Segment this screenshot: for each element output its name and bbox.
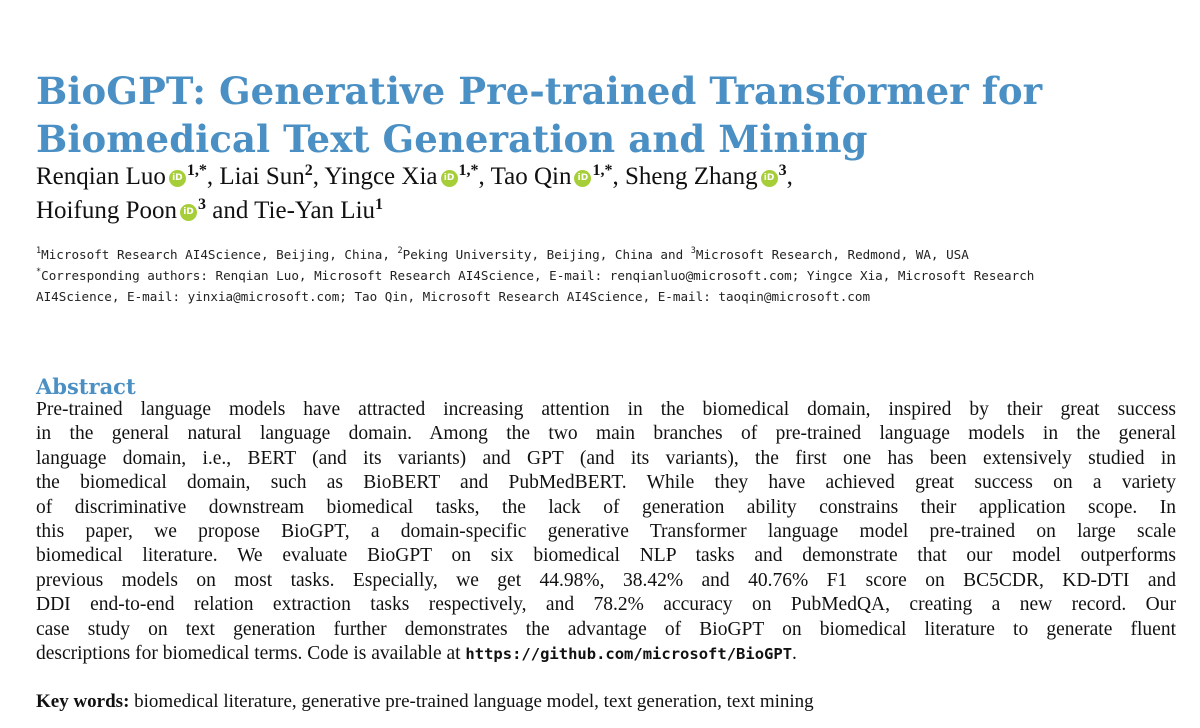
author-name[interactable]: Tao Qin — [490, 163, 572, 190]
abstract-line: this paper, we propose BioGPT, a domain-specific generative Transformer language model pre-trained on large scale — [36, 521, 1176, 543]
code-link[interactable]: https://github.com/microsoft/BioGPT — [465, 645, 793, 664]
title-line-2: Biomedical Text Generation and Mining — [36, 116, 868, 161]
abstract-body — [36, 398, 1176, 666]
author-name[interactable]: Renqian Luo — [36, 163, 166, 190]
abstract-line: the biomedical domain, such as BioBERT and PubMedBERT. While they have achieved great success on a variety — [36, 472, 1176, 494]
affiliation-text: Peking University, Beijing, China and — [402, 247, 691, 262]
author-separator: , — [612, 163, 625, 190]
author-name[interactable]: Yingce Xia — [324, 163, 438, 190]
corresponding-line-1 — [36, 265, 1176, 286]
affiliation-mark: 1 — [36, 246, 42, 256]
author-affiliation-mark: 1,* — [592, 162, 613, 179]
abstract-line: in the general natural language domain. Among the two main branches of pre-trained language models in the general — [36, 423, 1176, 445]
abstract-line: case study on text generation further demonstrates the advantage of BioGPT on biomedical literature to generate fluent — [36, 618, 1176, 640]
author-affiliation-mark: 3 — [778, 162, 787, 179]
affiliation-text: Microsoft Research AI4Science, Beijing, China, — [41, 247, 398, 262]
author-separator: , — [206, 163, 220, 190]
author-name[interactable]: Liai Sun — [219, 163, 305, 190]
orcid-icon[interactable]: iD — [441, 170, 458, 187]
title-line-1: BioGPT: Generative Pre-trained Transformer for — [36, 68, 1043, 113]
author-separator: and — [205, 197, 255, 224]
abstract-line-end: . — [792, 643, 797, 665]
abstract-line: DDI end-to-end relation extraction tasks respectively, and 78.2% accuracy on PubMedQA, creating a new record. Our — [36, 594, 1176, 616]
corresponding-mark: * — [36, 267, 42, 277]
author-separator: , — [312, 163, 325, 190]
author-affiliation-mark: 1 — [375, 196, 384, 213]
paper-title — [36, 67, 1166, 163]
abstract-line-text: descriptions for biomedical terms. Code is available at — [36, 643, 466, 665]
affiliation-mark: 3 — [690, 246, 696, 256]
corresponding-line-2: AI4Science, E-mail: yinxia@microsoft.com; Tao Qin, Microsoft Research AI4Science, E-mail: taoqin@microsoft.com — [36, 289, 871, 304]
author-name[interactable]: Hoifung Poon — [36, 197, 177, 224]
author-row-1 — [36, 160, 1176, 194]
affiliation-mark: 2 — [397, 246, 403, 256]
affiliations — [36, 244, 1176, 307]
abstract-line: Pre-trained language models have attracted increasing attention in the biomedical domain, inspired by their great success — [36, 399, 1176, 420]
abstract-line: biomedical literature. We evaluate BioGPT on six biomedical NLP tasks and demonstrate that our model outperforms — [36, 545, 1176, 567]
abstract-heading: Abstract — [36, 374, 136, 400]
author-affiliation-mark: 2 — [304, 162, 313, 179]
abstract-line: previous models on most tasks. Especially, we get 44.98%, 38.42% and 40.76% F1 score on BC5CDR, KD-DTI and — [36, 569, 1176, 591]
author-row-2 — [36, 194, 1176, 228]
author-separator: , — [478, 163, 491, 190]
abstract-last-line — [36, 642, 1176, 666]
orcid-icon[interactable]: iD — [761, 170, 778, 187]
keywords-text: biomedical literature, generative pre-trained language model, text generation, text mining — [129, 691, 814, 712]
orcid-icon[interactable]: iD — [180, 204, 197, 221]
author-affiliation-mark: 3 — [197, 196, 206, 213]
affiliation-text: Microsoft Research, Redmond, WA, USA — [695, 247, 969, 262]
author-affiliation-mark: 1,* — [186, 162, 207, 179]
orcid-icon[interactable]: iD — [574, 170, 591, 187]
corresponding-text: Corresponding authors: Renqian Luo, Microsoft Research AI4Science, E-mail: renqianluo@microsoft.com; Yingce Xia, Microsoft Research — [41, 268, 1035, 283]
keywords-label: Key words: — [36, 691, 130, 712]
abstract-line: of discriminative downstream biomedical tasks, the lack of generation ability constrains their application scope. In — [36, 496, 1176, 518]
author-separator: , — [786, 163, 793, 190]
author-affiliation-mark: 1,* — [458, 162, 479, 179]
author-name[interactable]: Tie-Yan Liu — [254, 197, 376, 224]
orcid-icon[interactable]: iD — [169, 170, 186, 187]
affiliation-line — [36, 244, 1176, 265]
author-list — [36, 160, 1176, 228]
abstract-line: language domain, i.e., BERT (and its variants) and GPT (and its variants), the first one has been extensively studied in — [36, 447, 1176, 469]
keywords — [36, 690, 1176, 714]
author-name[interactable]: Sheng Zhang — [624, 163, 758, 190]
